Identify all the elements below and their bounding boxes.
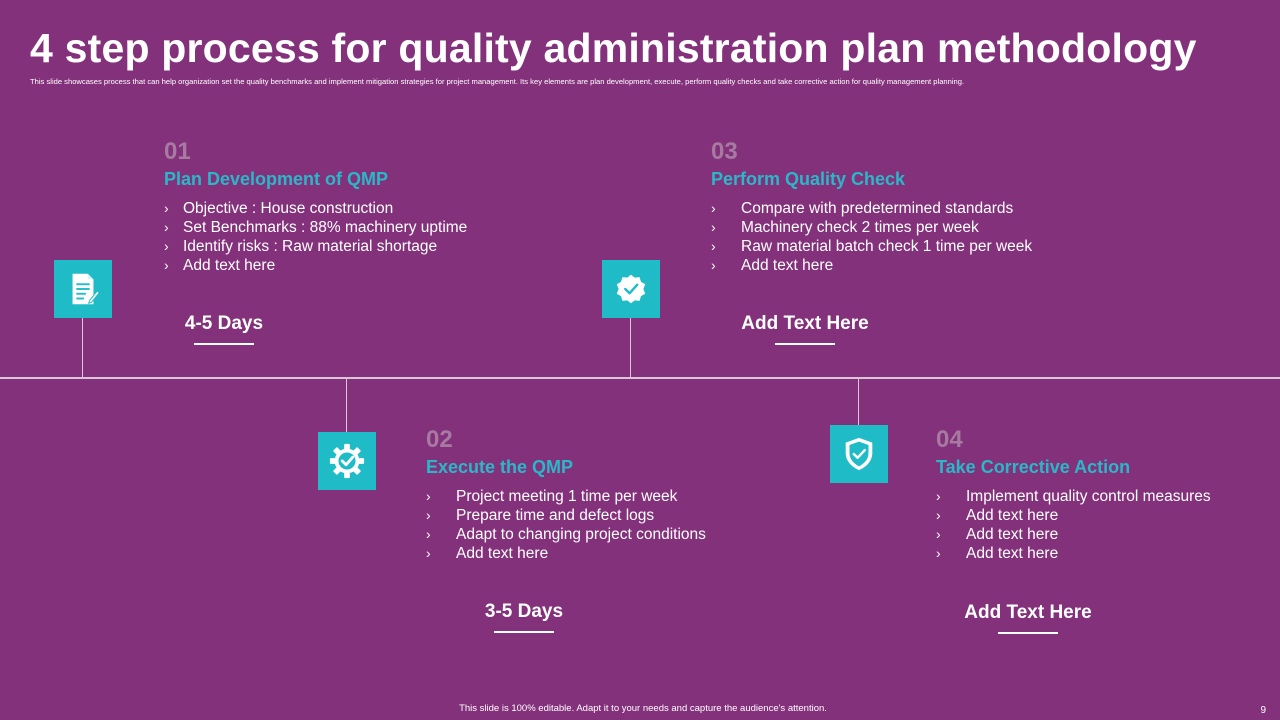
step-2-duration-label: 3-5 Days xyxy=(484,601,564,622)
step-3-duration xyxy=(705,313,905,345)
duration-underline xyxy=(194,343,254,345)
slide-title: 4 step process for quality administration plan methodology xyxy=(30,25,1197,71)
list-item: › Add text here xyxy=(936,526,1059,543)
step-1-bullets xyxy=(164,199,467,275)
step-1-number: 01 xyxy=(164,138,191,165)
duration-underline xyxy=(494,631,554,633)
chevron-right-icon: › xyxy=(936,526,941,542)
gear-check-icon xyxy=(328,442,366,480)
slide-footer: This slide is 100% editable. Adapt it to your needs and capture the audience's attention. xyxy=(459,703,827,714)
duration-underline xyxy=(775,343,835,345)
step-1 xyxy=(164,138,467,275)
step-4-duration xyxy=(928,602,1128,634)
step-2-bullets xyxy=(426,487,706,563)
badge-check-icon xyxy=(612,270,650,308)
step-2-number: 02 xyxy=(426,426,453,453)
step-4 xyxy=(936,426,1211,563)
list-item: › Raw material batch check 1 time per week xyxy=(711,238,1033,255)
connector-step-1 xyxy=(82,318,83,378)
chevron-right-icon: › xyxy=(426,488,431,504)
list-item: › Prepare time and defect logs xyxy=(426,507,655,524)
list-item: › Add text here xyxy=(936,507,1059,524)
step-1-heading: Plan Development of QMP xyxy=(164,169,389,189)
timeline-line xyxy=(0,377,1280,379)
document-icon xyxy=(64,270,102,308)
list-item: › Add text here xyxy=(711,257,834,274)
step-4-duration-label: Add Text Here xyxy=(964,602,1092,623)
step-3-heading: Perform Quality Check xyxy=(711,169,906,189)
step-2-duration xyxy=(444,601,604,633)
chevron-right-icon: › xyxy=(426,507,431,523)
step-2-icon-box xyxy=(318,432,376,490)
connector-step-3 xyxy=(630,318,631,378)
step-4-bullets xyxy=(936,487,1211,563)
step-3-bullets xyxy=(711,199,1032,275)
list-item: › Adapt to changing project conditions xyxy=(426,526,706,543)
list-item: › Add text here xyxy=(426,545,549,562)
chevron-right-icon: › xyxy=(711,257,716,273)
slide-subtitle: This slide showcases process that can help organization set the quality benchmarks and implement mitigation strategies for project management. Its key elements are plan development, execute, perform quality checks and take corrective action for quality management planning. xyxy=(30,77,965,86)
chevron-right-icon: › xyxy=(936,507,941,523)
step-3 xyxy=(711,138,1032,275)
chevron-right-icon: › xyxy=(164,200,169,216)
connector-step-2 xyxy=(346,378,347,432)
chevron-right-icon: › xyxy=(426,526,431,542)
list-item: › Identify risks : Raw material shortage xyxy=(164,238,438,255)
step-4-number: 04 xyxy=(936,426,963,453)
step-3-number: 03 xyxy=(711,138,738,165)
chevron-right-icon: › xyxy=(164,219,169,235)
list-item: › Add text here xyxy=(164,257,276,274)
chevron-right-icon: › xyxy=(164,257,169,273)
shield-check-icon xyxy=(840,435,878,473)
step-4-icon-box xyxy=(830,425,888,483)
list-item: › Implement quality control measures xyxy=(936,488,1211,505)
chevron-right-icon: › xyxy=(936,488,941,504)
page-number: 9 xyxy=(1260,705,1266,716)
chevron-right-icon: › xyxy=(711,238,716,254)
step-1-icon-box xyxy=(54,260,112,318)
list-item: › Compare with predetermined standards xyxy=(711,200,1014,217)
step-3-icon-box xyxy=(602,260,660,318)
step-2 xyxy=(426,426,706,563)
chevron-right-icon: › xyxy=(936,545,941,561)
chevron-right-icon: › xyxy=(711,200,716,216)
chevron-right-icon: › xyxy=(164,238,169,254)
step-4-heading: Take Corrective Action xyxy=(936,457,1131,477)
step-3-duration-label: Add Text Here xyxy=(741,313,869,334)
list-item: › Add text here xyxy=(936,545,1059,562)
list-item: › Objective : House construction xyxy=(164,200,394,217)
step-1-duration xyxy=(144,313,304,345)
list-item: › Set Benchmarks : 88% machinery uptime xyxy=(164,219,468,236)
duration-underline xyxy=(998,632,1058,634)
step-1-duration-label: 4-5 Days xyxy=(184,313,264,334)
connector-step-4 xyxy=(858,378,859,425)
chevron-right-icon: › xyxy=(711,219,716,235)
chevron-right-icon: › xyxy=(426,545,431,561)
step-2-heading: Execute the QMP xyxy=(426,457,574,477)
list-item: › Project meeting 1 time per week xyxy=(426,488,678,505)
list-item: › Machinery check 2 times per week xyxy=(711,219,979,236)
